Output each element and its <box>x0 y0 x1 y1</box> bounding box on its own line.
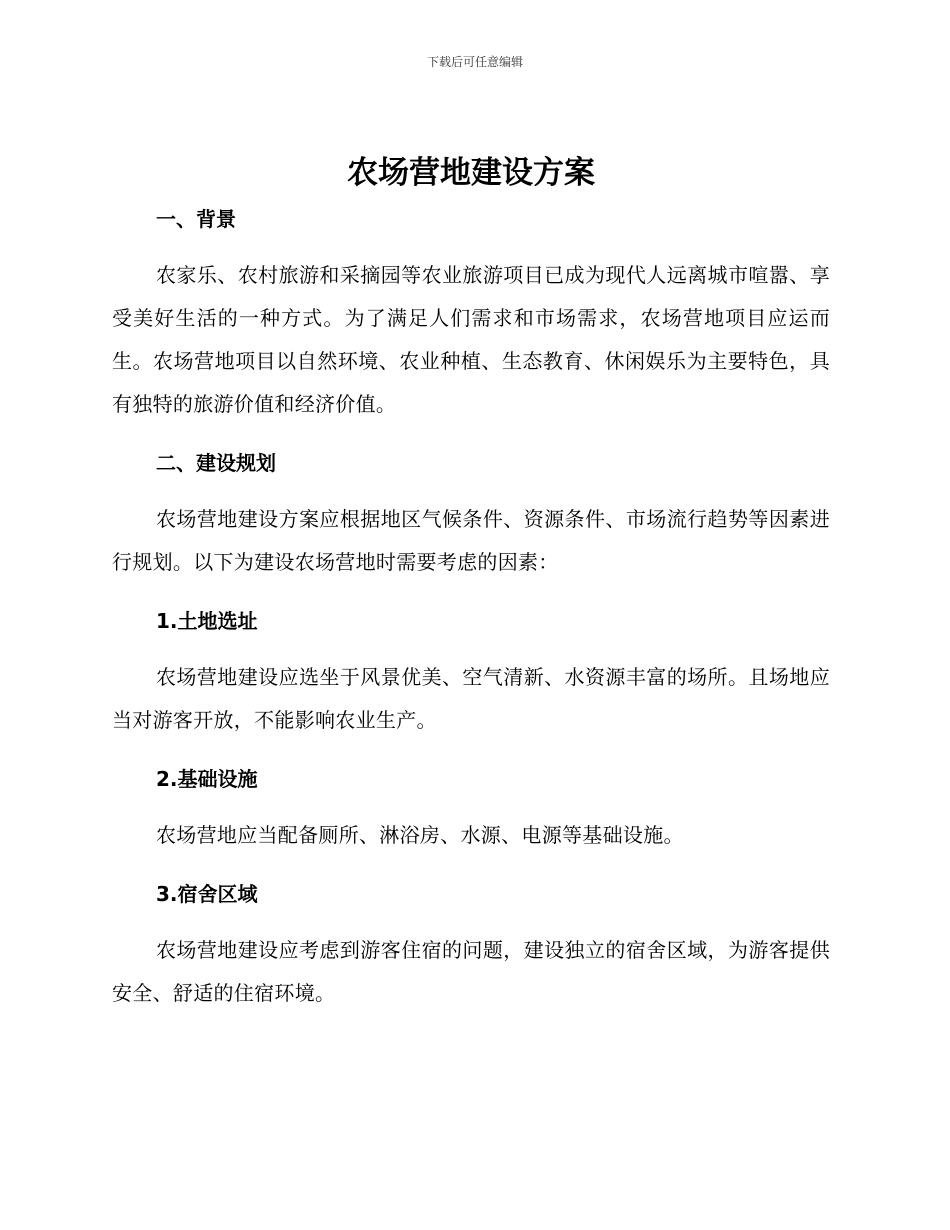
paragraph-site: 农场营地建设应选坐于风景优美、空气清新、水资源丰富的场所。且场地应当对游客开放，不能影响农业生产。 <box>112 665 830 732</box>
subsection-heading-dormitory: 3.宿舍区域 <box>156 882 258 906</box>
paragraph-planning: 农场营地建设方案应根据地区气候条件、资源条件、市场流行趋势等因素进行规划。以下为建设农场营地时需要考虑的因素： <box>112 507 830 574</box>
section-heading-background: 一、背景 <box>156 207 236 231</box>
page-header-note: 下载后可任意编辑 <box>426 55 523 69</box>
paragraph-dormitory: 农场营地建设应考虑到游客住宿的问题，建设独立的宿舍区域，为游客提供安全、舒适的住宿环境。 <box>112 938 830 1005</box>
section-heading-planning: 二、建设规划 <box>156 451 276 475</box>
document-title: 农场营地建设方案 <box>347 155 595 191</box>
subsection-heading-infrastructure: 2.基础设施 <box>156 767 258 791</box>
paragraph-background: 农家乐、农村旅游和采摘园等农业旅游项目已成为现代人远离城市喧嚣、享受美好生活的一种方式。为了满足人们需求和市场需求，农场营地项目应运而生。农场营地项目以自然环境、农业种植、生态教育、休闲娱乐为主要特色，具有独特的旅游价值和经济价值。 <box>112 263 830 416</box>
document-body <box>112 150 830 1037</box>
paragraph-infrastructure: 农场营地应当配备厕所、淋浴房、水源、电源等基础设施。 <box>156 823 684 847</box>
subsection-heading-site: 1.土地选址 <box>156 609 258 633</box>
